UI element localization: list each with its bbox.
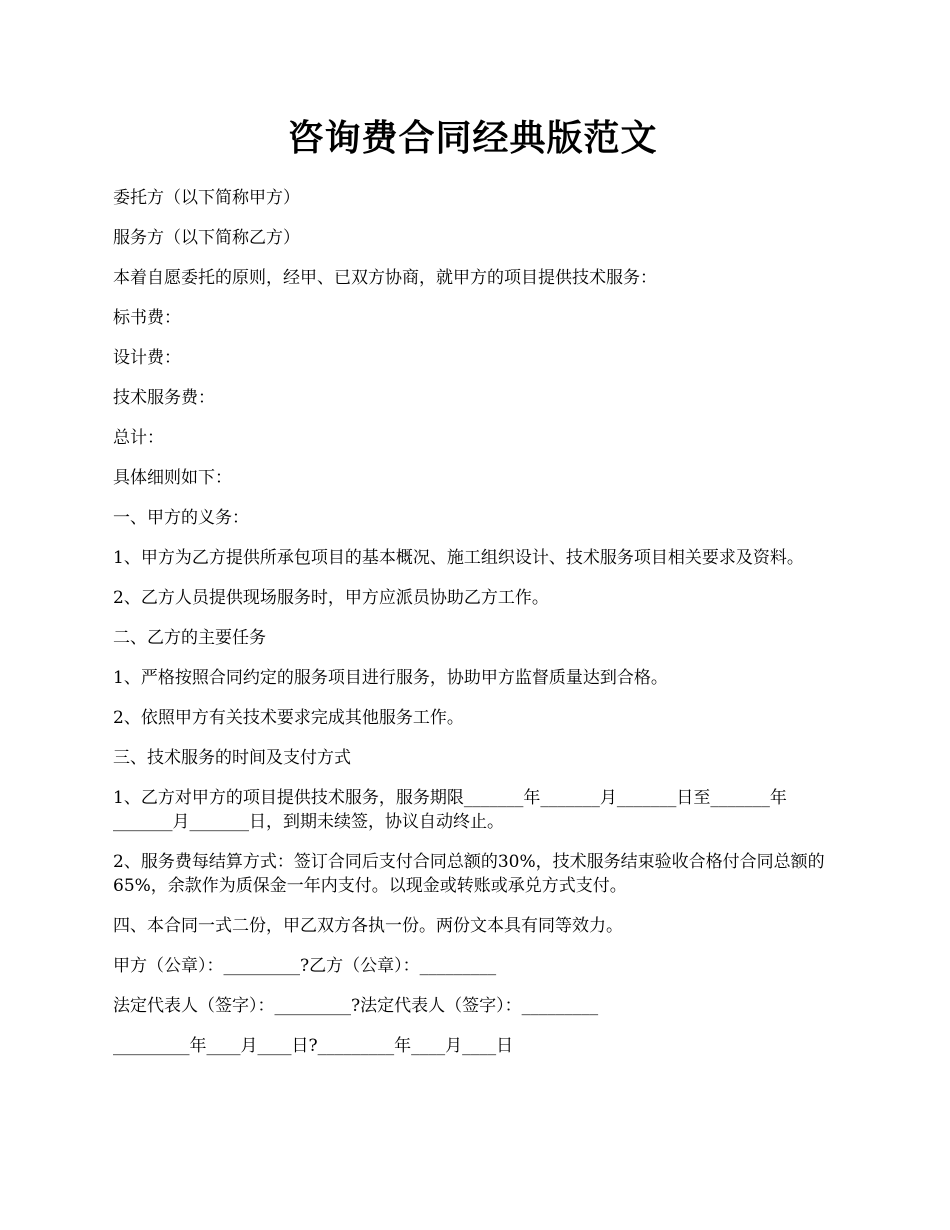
paragraph-details-heading: 具体细则如下： <box>113 468 232 488</box>
paragraph-total: 总计： <box>113 428 164 448</box>
paragraph-preamble: 本着自愿委托的原则，经甲、已双方协商，就甲方的项目提供技术服务： <box>113 268 657 288</box>
clause-2-2: 2、依照甲方有关技术要求完成其他服务工作。 <box>113 708 464 728</box>
section-heading-3: 三、技术服务的时间及支付方式 <box>113 748 351 768</box>
clause-1-2: 2、乙方人员提供现场服务时，甲方应派员协助乙方工作。 <box>113 588 549 608</box>
clause-2-1: 1、严格按照合同约定的服务项目进行服务，协助甲方监督质量达到合格。 <box>113 668 668 688</box>
paragraph-client: 委托方（以下简称甲方） <box>113 188 300 208</box>
signature-seals: 甲方（公章）：_________?乙方（公章）：_________ <box>113 956 497 976</box>
signature-dates: _________年____月____日?_________年____月____日 <box>113 1036 514 1056</box>
clause-3-2: 2、服务费每结算方式：签订合同后支付合同总额的30%，技术服务结束验收合格付合同总额的65%，余款作为质保金一年内支付。以现金或转账或承兑方式支付。 <box>113 852 825 896</box>
document-title: 咨询费合同经典版范文 <box>287 117 658 159</box>
signature-representatives: 法定代表人（签字）：_________?法定代表人（签字）：_________ <box>113 996 599 1016</box>
section-heading-2: 二、乙方的主要任务 <box>113 628 266 648</box>
paragraph-design-fee: 设计费： <box>113 348 181 368</box>
clause-3-1: 1、乙方对甲方的项目提供技术服务，服务期限_______年_______月_______日至_______年_______月_______日，到期未续签，协议自动终止。 <box>113 788 787 832</box>
paragraph-service-fee: 技术服务费： <box>113 388 215 408</box>
paragraph-provider: 服务方（以下简称乙方） <box>113 228 300 248</box>
section-heading-1: 一、甲方的义务： <box>113 508 249 528</box>
section-heading-4: 四、本合同一式二份，甲乙双方各执一份。两份文本具有同等效力。 <box>113 916 623 936</box>
paragraph-bid-fee: 标书费： <box>113 308 181 328</box>
clause-1-1: 1、甲方为乙方提供所承包项目的基本概况、施工组织设计、技术服务项目相关要求及资料。 <box>113 548 804 568</box>
